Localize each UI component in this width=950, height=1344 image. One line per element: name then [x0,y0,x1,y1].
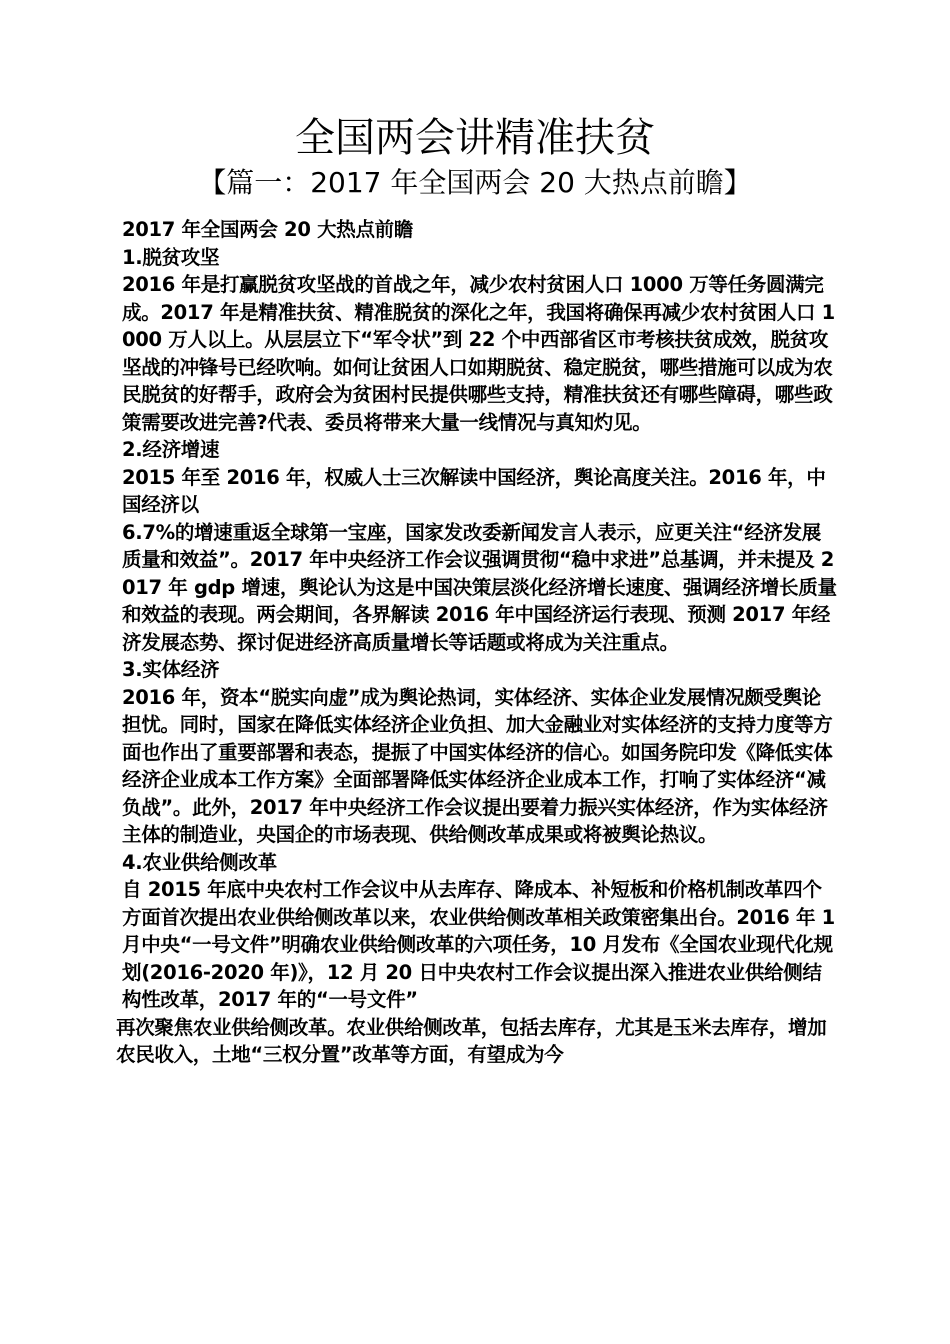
document-subtitle: 【篇一：2017 年全国两会 20 大热点前瞻】 [198,166,752,199]
paragraph-agri-reform-1: 自 2015 年底中央农村工作会议中从去库存、降成本、补短板和价格机制改革四个方面首次提出农业供给侧改革以来，农业供给侧改革相关政策密集出台。2016 年 1 月中央“一号文件”明确农业供给侧改革的六项任务，10 月发布《全国农业现代化规划(2016-2020 年)》，12 月 20 日中央农村工作会议提出深入推进农业供给侧结构性改革，2017 年的“一号文件” [122,878,835,1011]
paragraph-real-economy: 2016 年，资本“脱实向虚”成为舆论热词，实体经济、实体企业发展情况颇受舆论担忧。同时，国家在降低实体经济企业负担、加大金融业对实体经济的支持力度等方面也作出了重要部署和表态，提振了中国实体经济的信心。如国务院印发《降低实体经济企业成本工作方案》全面部署降低实体经济企业成本工作，打响了实体经济“减负战”。此外，2017 年中央经济工作会议提出要着力振兴实体经济，作为实体经济主体的制造业，央国企的市场表现、供给侧改革成果或将被舆论热议。 [122,685,833,846]
paragraph-agri-reform-2: 再次聚焦农业供给侧改革。农业供给侧改革，包括去库存，尤其是玉米去库存，增加农民收入，土地“三权分置”改革等方面，有望成为今 [116,1015,827,1066]
section-title-poverty: 1.脱贫攻坚 [122,245,220,269]
section-heading: 2017 年全国两会 20 大热点前瞻 [122,218,414,241]
paragraph-growth-2: 6.7%的增速重返全球第一宝座，国家发改委新闻发言人表示，应更关注“经济发展质量和效益”。2017 年中央经济工作会议强调贯彻“稳中求进”总基调，并未提及 2017 年 gdp 增速，舆论认为这是中国决策层淡化经济增长速度、强调经济增长质量和效益的表现。两会期间，各界解读 2016 年中国经济运行表现、预测 2017 年经济发展态势、探讨促进经济高质量增长等话题或将成为关注重点。 [122,520,837,654]
paragraph-poverty: 2016 年是打赢脱贫攻坚战的首战之年，减少农村贫困人口 1000 万等任务圆满完成。2017 年是精准扶贫、精准脱贫的深化之年，我国将确保再减少农村贫困人口 1000 万人以上。从层层立下“军令状”到 22 个中西部省区市考核扶贫成效，脱贫攻坚战的冲锋号已经吹响。如何让贫困人口如期脱贫、稳定脱贫，哪些措施可以成为农民脱贫的好帮手，政府会为贫困村民提供哪些支持，精准扶贫还有哪些障碍，哪些政策需要改进完善?代表、委员将带来大量一线情况与真知灼见。 [122,273,835,434]
paragraph-growth-1: 2015 年至 2016 年，权威人士三次解读中国经济，舆论高度关注。2016 年，中国经济以 [122,465,826,516]
document-title: 全国两会讲精准扶贫 [295,115,655,161]
section-title-growth: 2.经济增速 [122,438,220,461]
section-title-agri-reform: 4.农业供给侧改革 [122,850,277,874]
document-body [116,216,840,1069]
section-title-real-economy: 3.实体经济 [122,658,220,681]
